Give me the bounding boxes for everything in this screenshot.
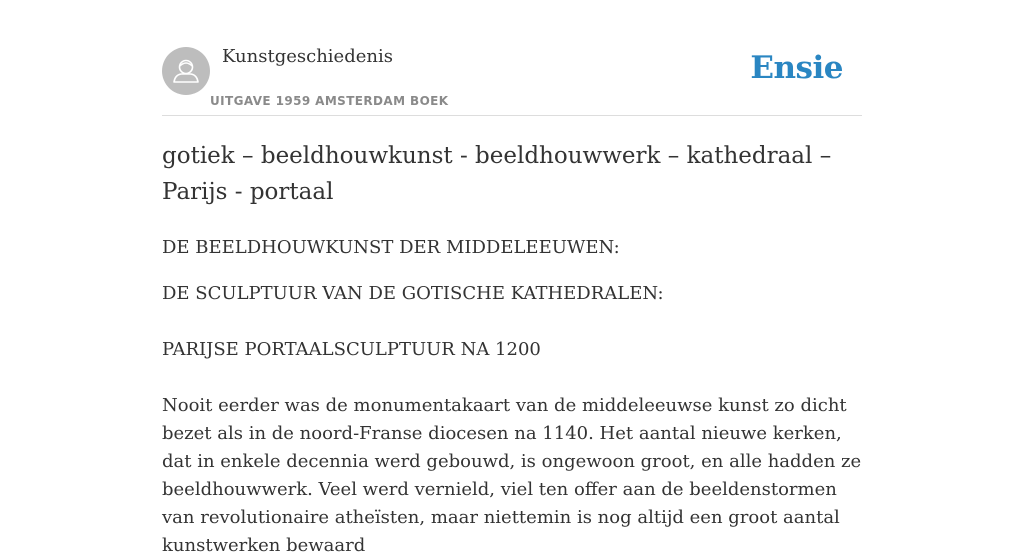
user-icon [162,47,210,95]
source-subtitle: UITGAVE 1959 AMSTERDAM BOEK [210,94,449,108]
article-header [162,0,862,116]
article-page [162,0,862,560]
article-title: gotiek – beeldhouwkunst - beeldhouwwerk – kathedraal – Parijs - portaal [162,143,832,205]
ensie-logo[interactable]: Ensie [750,50,843,86]
section-subheading: DE SCULPTUUR VAN DE GOTISCHE KATHEDRALEN: [162,283,664,304]
avatar[interactable] [162,47,210,95]
section-heading: DE BEELDHOUWKUNST DER MIDDELEEUWEN: [162,237,620,258]
article-body-paragraph: Nooit eerder was de monumentakaart van de middeleeuwse kunst zo dicht bezet als in de noord-Franse diocesen na 1140. Het aantal nieuwe kerken, dat in enkele decennia werd gebouwd, is ongewoon groot, en alle hadden ze beeldhouwwerk. Veel werd vernield, viel ten offer aan de beeldenstormen van revolutionaire atheïsten, maar niettemin is nog altijd een groot aantal kunstwerken bewaard [162,395,862,556]
section-subheading: PARIJSE PORTAALSCULPTUUR NA 1200 [162,339,541,360]
author-name[interactable]: Kunstgeschiedenis [222,46,393,67]
